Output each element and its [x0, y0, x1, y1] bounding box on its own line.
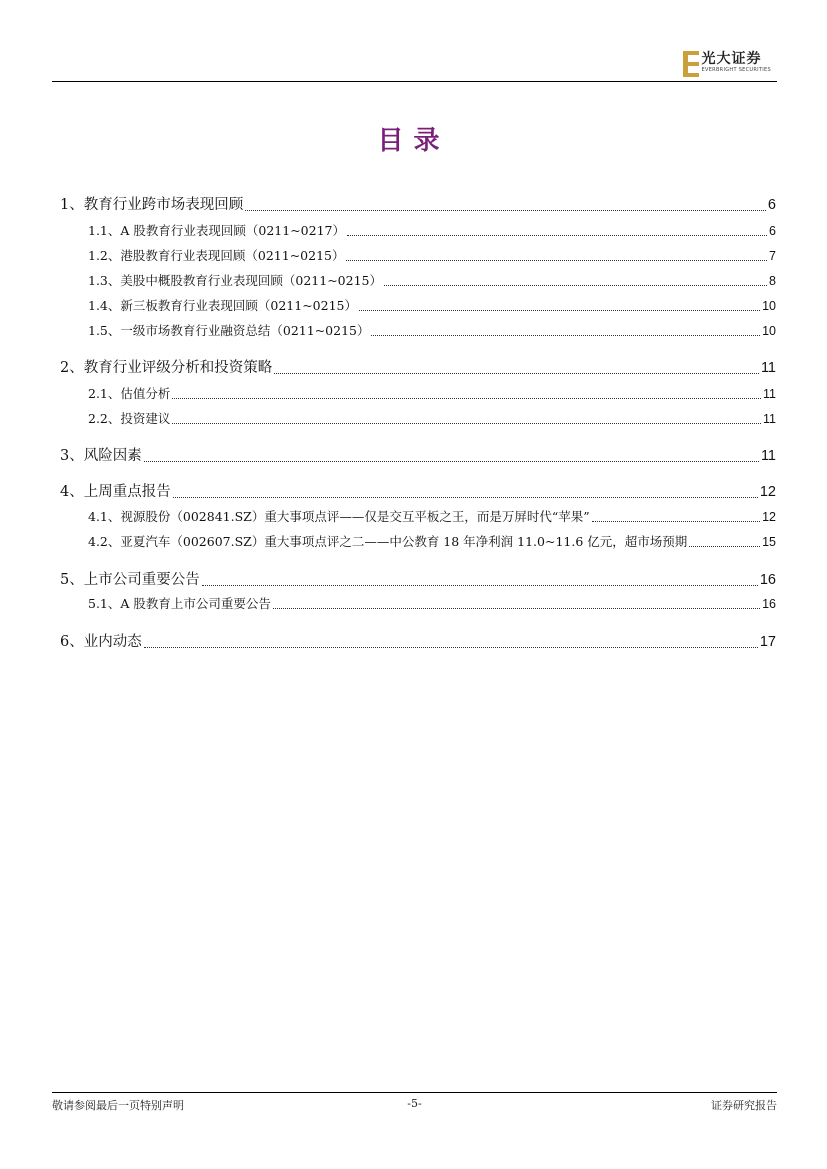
toc-subsection-entry[interactable] [88, 594, 776, 612]
toc-entry-label: 4.2、亚夏汽车（002607.SZ）重大事项点评之二——中公教育 18 年净利润 11.0~11.6 亿元，超市场预期 [88, 534, 688, 549]
page-number: -5- [407, 1097, 422, 1110]
toc-dot-leader [172, 397, 761, 399]
toc-entry-page: 11 [763, 412, 776, 426]
logo-chinese-name: 光大证券 [701, 51, 762, 67]
toc-entry-page: 15 [762, 535, 776, 549]
toc-dot-leader [245, 209, 766, 211]
toc-dot-leader [346, 259, 767, 261]
footer-divider [52, 1092, 777, 1093]
toc-entry-label: 4.1、视源股份（002841.SZ）重大事项点评——仅是交互平板之王，而是万屏时代“苹果” [88, 509, 590, 524]
toc-entry-label: 1.2、港股教育行业表现回顾（0211~0215） [88, 248, 345, 263]
toc-entry-page: 16 [762, 597, 776, 611]
toc-entry-page: 8 [769, 274, 776, 288]
toc-entry-page: 12 [759, 484, 776, 500]
toc-entry-label: 5、上市公司重要公告 [60, 572, 200, 588]
toc-entry-page: 6 [767, 197, 776, 213]
toc-entry-page: 7 [769, 249, 776, 263]
toc-section-entry[interactable] [60, 356, 776, 377]
toc-dot-leader [384, 284, 767, 286]
toc-entry-page: 11 [763, 387, 776, 401]
toc-subsection-entry[interactable] [88, 507, 776, 525]
toc-entry-label: 1.5、一级市场教育行业融资总结（0211~0215） [88, 323, 370, 338]
toc-entry-label: 2.2、投资建议 [88, 411, 171, 426]
toc-subsection-entry[interactable] [88, 271, 776, 289]
toc-entry-label: 5.1、A 股教育上市公司重要公告 [88, 596, 271, 611]
toc-entry-page: 11 [760, 360, 776, 376]
toc-entry-page: 10 [762, 299, 776, 313]
toc-dot-leader [347, 234, 767, 236]
disclaimer-note: 敬请参阅最后一页特别声明 [52, 1099, 184, 1112]
toc-dot-leader [371, 334, 760, 336]
toc-dot-leader [592, 520, 760, 522]
toc-subsection-entry[interactable] [88, 384, 776, 402]
toc-entry-page: 10 [762, 324, 776, 338]
logo-mark-icon [683, 51, 699, 77]
toc-section-entry[interactable] [60, 568, 776, 589]
page-footer [52, 1097, 777, 1113]
page-title: 目录 [377, 126, 450, 156]
toc-subsection-entry[interactable] [88, 532, 776, 550]
toc-dot-leader [172, 422, 761, 424]
toc-section-entry[interactable] [60, 480, 776, 501]
toc-entry-page: 6 [769, 224, 776, 238]
toc-entry-page: 12 [762, 510, 776, 524]
toc-subsection-entry[interactable] [88, 321, 776, 339]
header-divider [52, 81, 777, 82]
company-logo [683, 51, 771, 79]
toc-dot-leader [202, 584, 758, 586]
page-header [52, 46, 777, 82]
toc-dot-leader [144, 646, 758, 648]
toc-dot-leader [273, 607, 760, 609]
toc-entry-label: 3、风险因素 [60, 448, 142, 464]
toc-subsection-entry[interactable] [88, 296, 776, 314]
toc-entry-label: 6、业内动态 [60, 634, 142, 650]
toc-entry-label: 2.1、估值分析 [88, 386, 171, 401]
toc-dot-leader [359, 309, 760, 311]
toc-dot-leader [689, 545, 760, 547]
logo-english-name: EVERBRIGHT SECURITIES [701, 67, 771, 73]
toc-entry-page: 11 [760, 448, 776, 464]
toc-entry-page: 17 [759, 634, 776, 650]
toc-entry-label: 4、上周重点报告 [60, 484, 171, 500]
toc-subsection-entry[interactable] [88, 221, 776, 239]
toc-entry-label: 1.4、新三板教育行业表现回顾（0211~0215） [88, 298, 357, 313]
toc-entry-label: 1.1、A 股教育行业表现回顾（0211~0217） [88, 223, 345, 238]
toc-section-entry[interactable] [60, 444, 776, 465]
toc-entry-label: 2、教育行业评级分析和投资策略 [60, 360, 273, 376]
toc-dot-leader [144, 460, 759, 462]
toc-subsection-entry[interactable] [88, 409, 776, 427]
toc-dot-leader [173, 496, 758, 498]
toc-section-entry[interactable] [60, 193, 776, 214]
toc-section-entry[interactable] [60, 630, 776, 651]
toc-dot-leader [274, 372, 759, 374]
toc-entry-label: 1.3、美股中概股教育行业表现回顾（0211~0215） [88, 273, 382, 288]
toc-entry-label: 1、教育行业跨市场表现回顾 [60, 197, 244, 213]
report-type: 证券研究报告 [711, 1099, 777, 1112]
toc-subsection-entry[interactable] [88, 246, 776, 264]
toc-entry-page: 16 [759, 572, 776, 588]
